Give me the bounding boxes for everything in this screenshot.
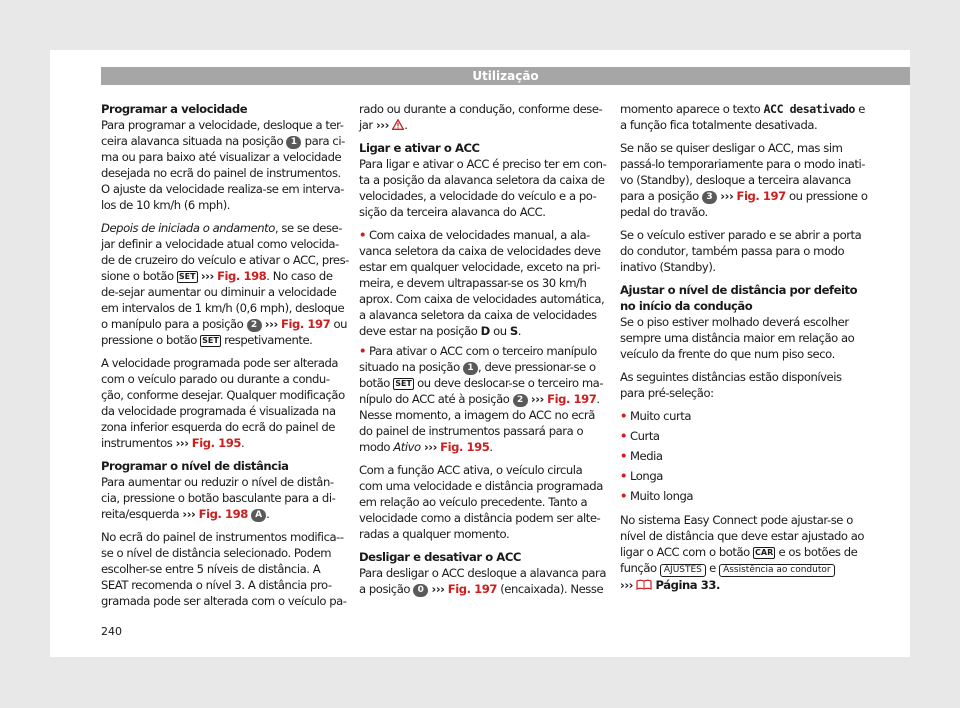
assistencia-button-label: Assistência ao condutor: [719, 564, 835, 577]
paragraph: rado ou durante a condução, conforme dese-jar ››› .: [359, 102, 603, 132]
column-3: [620, 101, 868, 600]
paragraph: No ecrã do painel de instrumentos modifica--se o nível de distância selecionado. Podem escolher-se entre 5 níveis de distância. A SEAT recomenda o nível 3. A distância pro-gramada pode ser alterada com o veículo pa-: [101, 530, 347, 608]
heading-programar-velocidade: Programar a velocidade: [101, 102, 248, 116]
paragraph: Se o veículo estiver parado e se abrir a porta do condutor, também passa para o modo inativo (Standby).: [620, 228, 862, 274]
ref-arrow-icon: ›››: [375, 118, 389, 132]
list-item: • Muito longa: [620, 489, 694, 503]
paragraph: No sistema Easy Connect pode ajustar-se o nível de distância que deve estar ajustado ao ligar o ACC com o botão CAR e os botões de função AJUSTES e Assistência ao condutor ››› Página 33.: [620, 513, 865, 592]
position-badge: A: [251, 509, 266, 522]
position-badge: 1: [286, 136, 301, 149]
ref-arrow-icon: ›››: [182, 507, 196, 521]
ref-arrow-icon: ›››: [200, 269, 214, 283]
book-reference-icon: [636, 579, 652, 590]
figure-link[interactable]: Fig. 197: [447, 582, 497, 596]
figure-link[interactable]: Fig. 197: [736, 189, 786, 203]
figure-link[interactable]: Fig. 195: [440, 440, 490, 454]
list-item: • Longa: [620, 469, 663, 483]
ajustes-button-label: AJUSTES: [660, 564, 706, 577]
paragraph: A velocidade programada pode ser alterada com o veículo parado ou durante a condu-ção, conforme desejar. Qualquer modificação da velocidade programada é visualizada na zona inferior esquerda do ecrã do painel de instrumentos ››› Fig. 195.: [101, 356, 345, 450]
position-badge: 3: [702, 191, 717, 204]
ref-arrow-icon: ›››: [175, 436, 189, 450]
column-2: [359, 101, 607, 604]
position-badge: 2: [247, 319, 262, 332]
column-1: [101, 101, 349, 616]
list-item: • Media: [620, 449, 663, 463]
ref-arrow-icon: ›››: [423, 440, 437, 454]
heading-ajustar-nivel: Ajustar o nível de distância por defeito no início da condução: [620, 283, 858, 313]
paragraph: Com a função ACC ativa, o veículo circula com uma velocidade e distância programada em relação ao veículo precedente. Tanto a velocidade como a distância podem ser alte-radas a qualquer momento.: [359, 463, 603, 541]
paragraph: Se o piso estiver molhado deverá escolher sempre uma distância maior em relação ao veículo da frente do que num piso seco.: [620, 315, 855, 361]
display-text: ACC desativado: [763, 102, 855, 116]
paragraph: momento aparece o texto ACC desativado e a função fica totalmente desativada.: [620, 102, 865, 132]
set-button-icon: SET: [202, 336, 219, 345]
list-item: • Com caixa de velocidades manual, a ala-vanca seletora da caixa de velocidades deve estar em qualquer velocidade, exceto na pri-meira, e devem ultrapassar-se os 30 km/h aprox. Com caixa de velocidades automática, a alavanca seletora da caixa de velocidades deve estar na posição D ou S.: [359, 228, 605, 338]
figure-link[interactable]: Fig. 198: [217, 269, 267, 283]
heading-desligar-acc: Desligar e desativar o ACC: [359, 550, 521, 564]
paragraph: Para ligar e ativar o ACC é preciso ter em con-ta a posição da alavanca seletora da caixa de velocidades, a velocidade do veículo e a po-sição da terceira alavanca do ACC.: [359, 157, 607, 219]
car-button-icon: CAR: [755, 548, 774, 557]
ref-arrow-icon: ›››: [264, 317, 278, 331]
paragraph: Para programar a velocidade, desloque a ter-ceira alavanca situada na posição 1 para ci-ma ou para baixo até visualizar a velocidade desejada no ecrã do painel de instrumentos. O ajuste da velocidade realiza-se em interva-los de 10 km/h (6 mph).: [101, 118, 345, 212]
heading-ligar-acc: Ligar e ativar o ACC: [359, 141, 480, 155]
page-header: Utilização: [101, 67, 910, 85]
position-badge: 1: [463, 362, 478, 375]
ref-arrow-icon: ›››: [720, 189, 734, 203]
paragraph: Depois de iniciada o andamento, se se dese-jar definir a velocidade atual como velocida-de de cruzeiro do veículo e ativar o ACC, pres-sione o botão SET ››› Fig. 198. No caso de de-sejar aumentar ou diminuir a velocidade em intervalos de 1 km/h (0,6 mph), desloque o manípulo para a posição 2 ››› Fig. 197 ou pressione o botão SET respetivamente.: [101, 221, 349, 347]
list-item: • Para ativar o ACC com o terceiro manípulo situado na posição 1 , deve pressionar-se o botão SET ou deve deslocar-se o terceiro ma-nípulo do ACC até à posição 2 ››› Fig. 197. Nesse momento, a imagem do ACC no ecrã do painel de instrumentos passará para o modo Ativo ››› Fig. 195.: [359, 344, 604, 454]
ref-arrow-icon: ›››: [620, 578, 633, 592]
position-badge: 2: [513, 394, 528, 407]
ref-arrow-icon: ›››: [431, 582, 445, 596]
figure-link[interactable]: Fig. 195: [191, 436, 242, 450]
figure-link[interactable]: Fig. 197: [281, 317, 331, 331]
paragraph: Para desligar o ACC desloque a alavanca para a posição 0 ››› Fig. 197 (encaixada). Nesse: [359, 566, 607, 596]
paragraph: As seguintes distâncias estão disponíveis para pré-seleção:: [620, 370, 842, 400]
set-button-icon: SET: [395, 379, 412, 388]
set-button-icon: SET: [178, 272, 196, 281]
paragraph: Para aumentar ou reduzir o nível de distân-cia, pressione o botão basculante para a di-reita/esquerda ››› Fig. 198 A .: [101, 475, 336, 521]
page-reference[interactable]: Página 33: [655, 578, 716, 592]
list-item: • Curta: [620, 429, 660, 443]
warning-icon: [392, 119, 404, 130]
list-item: • Muito curta: [620, 409, 692, 423]
figure-link[interactable]: Fig. 198: [198, 507, 248, 521]
page-number: 240: [101, 625, 122, 638]
position-badge: 0: [413, 584, 428, 597]
heading-nivel-distancia: Programar o nível de distância: [101, 459, 289, 473]
manual-page: [50, 50, 910, 657]
ref-arrow-icon: ›››: [530, 392, 544, 406]
paragraph: Se não se quiser desligar o ACC, mas sim passá-lo temporariamente para o modo inati-vo (Standby), desloque a terceira alavanca para a posição 3 ››› Fig. 197 ou pressione o pedal do travão.: [620, 141, 868, 219]
figure-link[interactable]: Fig. 197: [547, 392, 597, 406]
